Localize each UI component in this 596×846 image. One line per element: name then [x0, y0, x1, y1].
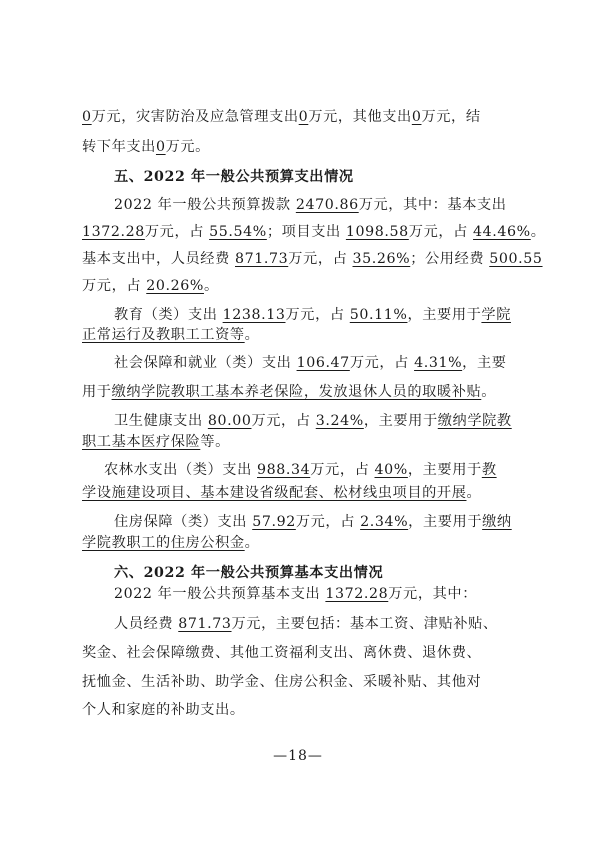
text-segment: 。: [244, 327, 260, 343]
text-segment: 万元。: [165, 139, 210, 155]
underlined-value: 4.31%: [414, 355, 463, 371]
text-line: [104, 460, 497, 480]
text-line: [82, 249, 543, 269]
underlined-value: 20.26%: [146, 278, 204, 294]
underlined-value: 1238.13: [222, 307, 286, 323]
section-heading: [114, 563, 383, 583]
text-line: [114, 584, 477, 604]
underlined-value: 1372.28: [82, 224, 145, 240]
page-number: —18—: [273, 748, 323, 764]
underlined-value: 988.34: [257, 462, 311, 478]
text-segment: 转下年支出: [82, 139, 156, 155]
text-line: [114, 305, 511, 325]
text-line: [114, 614, 498, 634]
underlined-value: 2.34%: [360, 514, 409, 530]
text-segment: 等。: [200, 434, 230, 450]
text-segment: 住房保障（类）支出: [114, 514, 253, 530]
underlined-value: 0: [411, 109, 422, 125]
text-line: [82, 672, 481, 692]
text-segment: 基本支出中，人员经费: [82, 251, 235, 267]
text-line: [82, 432, 230, 452]
text-line: [114, 512, 512, 532]
text-segment: 万元，占: [310, 462, 375, 478]
text-segment: 万元，占: [82, 278, 147, 294]
underlined-value: 0: [155, 139, 166, 155]
underlined-value: 0: [82, 109, 92, 125]
underlined-value: 35.26%: [352, 251, 411, 267]
underlined-value: 正常运行及教职工工资等: [82, 327, 245, 343]
text-segment: ，主要: [462, 355, 507, 371]
text-segment: 万元，占: [251, 413, 316, 429]
text-segment: 万元，占: [295, 514, 361, 530]
underlined-value: 学院: [481, 307, 511, 323]
underlined-value: 缴纳学院教: [437, 413, 512, 429]
underlined-value: 学院教职工的住房公积金: [82, 535, 245, 551]
text-segment: 社会保障和就业（类）支出: [114, 355, 297, 371]
underlined-value: 2470.86: [295, 197, 359, 213]
text-line: [82, 325, 259, 345]
text-line: [114, 195, 507, 215]
underlined-value: 500.55: [489, 251, 543, 267]
text-segment: 万元，灾害防治及应急管理支出: [91, 109, 299, 125]
text-line: [82, 382, 496, 402]
text-segment: 万元，占: [288, 251, 353, 267]
text-line: [82, 643, 481, 663]
text-segment: 万元，其中：: [388, 586, 477, 602]
text-line: [82, 700, 245, 720]
text-segment: ，主要用于: [407, 462, 482, 478]
text-line: [82, 222, 546, 242]
text-line: [114, 353, 507, 373]
text-segment: 万元，其中：基本支出: [358, 197, 507, 213]
underlined-value: 1098.58: [345, 224, 409, 240]
text-segment: 人员经费: [114, 616, 179, 632]
text-line: [82, 533, 259, 553]
underlined-value: 871.73: [178, 616, 232, 632]
text-segment: 农林水支出（类）支出: [104, 462, 257, 478]
text-segment: 。: [530, 224, 546, 240]
text-segment: 万元，结: [421, 109, 481, 125]
text-segment: 2022 年一般公共预算基本支出: [114, 586, 326, 602]
underlined-value: 40%: [374, 462, 408, 478]
text-segment: 抚恤金、生活补助、助学金、住房公积金、采暖补贴、其他对: [82, 674, 482, 690]
text-segment: 。: [466, 485, 482, 501]
text-segment: ；公用经费: [410, 251, 490, 267]
underlined-value: 55.54%: [209, 224, 267, 240]
underlined-value: 教: [481, 462, 497, 478]
underlined-value: 106.47: [296, 355, 350, 371]
text-line: [82, 107, 481, 127]
text-segment: ，主要用于: [363, 413, 438, 429]
text-segment: 卫生健康支出: [114, 413, 208, 429]
text-segment: 五、2022 年一般公共预算支出情况: [114, 169, 354, 185]
text-segment: ，主要用于: [408, 514, 483, 530]
text-line: [82, 276, 219, 296]
underlined-value: 0: [298, 109, 309, 125]
text-segment: 万元，占: [144, 224, 210, 240]
text-segment: 万元，占: [408, 224, 474, 240]
text-segment: 。: [244, 535, 260, 551]
text-segment: 奖金、社会保障缴费、其他工资福利支出、离休费、退休费、: [82, 645, 482, 661]
underlined-value: 缴纳学院教职工基本养老保险，发放退休人员的取暖补贴: [111, 384, 482, 400]
section-heading: [114, 167, 354, 187]
underlined-value: 职工基本医疗保险: [82, 434, 201, 450]
text-segment: 万元，占: [285, 307, 350, 323]
underlined-value: 50.11%: [349, 307, 408, 323]
underlined-value: 44.46%: [473, 224, 531, 240]
text-segment: 。: [481, 384, 497, 400]
text-line: [82, 483, 481, 503]
text-segment: 。: [203, 278, 219, 294]
text-segment: 万元，占: [349, 355, 415, 371]
text-segment: 万元，主要包括：基本工资、津贴补贴、: [231, 616, 498, 632]
text-segment: 教育（类）支出: [114, 307, 223, 323]
underlined-value: 1372.28: [325, 586, 389, 602]
text-segment: 2022 年一般公共预算拨款: [114, 197, 296, 213]
text-segment: ；项目支出: [266, 224, 346, 240]
underlined-value: 871.73: [235, 251, 289, 267]
text-segment: 万元，其他支出: [308, 109, 412, 125]
underlined-value: 57.92: [252, 514, 296, 530]
underlined-value: 3.24%: [315, 413, 364, 429]
underlined-value: 缴纳: [482, 514, 512, 530]
text-segment: ，主要用于: [407, 307, 482, 323]
text-line: [82, 137, 210, 157]
text-segment: 个人和家庭的补助支出。: [82, 702, 245, 718]
text-line: [114, 411, 512, 431]
underlined-value: 80.00: [207, 413, 252, 429]
text-segment: 六、2022 年一般公共预算基本支出情况: [114, 565, 384, 581]
underlined-value: 学设施建设项目、基本建设省级配套、松材线虫项目的开展: [82, 485, 467, 501]
text-segment: 用于: [82, 384, 112, 400]
